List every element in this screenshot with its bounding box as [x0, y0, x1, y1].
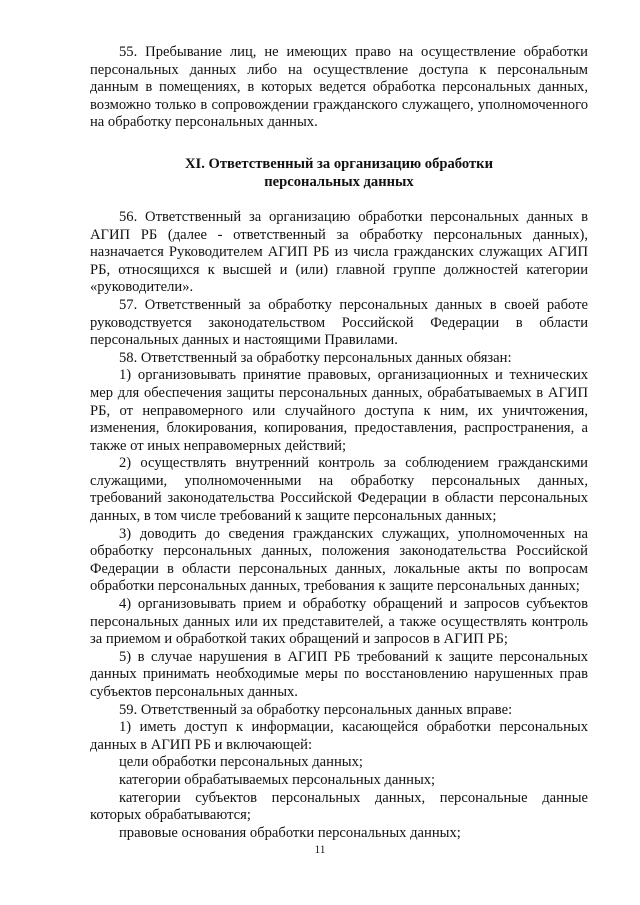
- section-heading: [90, 155, 588, 191]
- list-item: категории субъектов персональных данных, персональные данные которых обрабатываются;: [90, 789, 588, 824]
- paragraph-58-item-3: 3) доводить до сведения гражданских служащих, уполномоченных на обработку персональных данных, положения законодательства Российской Федерации в области персональных данных, локальные акты по вопросам обработки персональных данных, требования к защите персональных данных;: [90, 525, 588, 595]
- paragraph-58-item-1: 1) организовывать принятие правовых, организационных и технических мер для обеспечения защиты персональных данных, обрабатываемых в АГИП РБ, от неправомерного или случайного доступа к ним, их уничтожения, изменения, блокирования, копирования, предоставления, распространения, а также от иных неправомерных действий;: [90, 367, 588, 454]
- paragraph-58-item-2: 2) осуществлять внутренний контроль за соблюдением гражданскими служащими, уполномоченными на обработку персональных данных, требований законодательства Российской Федерации в области персональных данных, в том числе требований к защите персональных данных;: [90, 455, 588, 525]
- paragraph-55: 55. Пребывание лиц, не имеющих право на осуществление обработки персональных данных либо на осуществление доступа к персональным данным в помещениях, в которых ведется обработка персональных данных, возможно только в сопровождении гражданского служащего, уполномоченного на обработку персональных данных.: [90, 44, 588, 131]
- list-item: правовые основания обработки персональных данных;: [119, 824, 461, 841]
- page-number: 11: [314, 844, 326, 856]
- section-heading-line-1: XI. Ответственный за организацию обработки: [185, 155, 493, 172]
- list-item: категории обрабатываемых персональных данных;: [119, 771, 436, 788]
- paragraph-58: 58. Ответственный за обработку персональных данных обязан:: [119, 349, 512, 366]
- list-item: цели обработки персональных данных;: [119, 754, 363, 771]
- paragraph-56: 56. Ответственный за организацию обработки персональных данных в АГИП РБ (далее - ответственный за обработку персональных данных), назначается Руководителем АГИП РБ из числа гражданских служащих АГИП РБ, относящихся к высшей и (или) главной группе должностей категории «руководители».: [90, 208, 588, 296]
- document-page: [90, 44, 588, 842]
- paragraph-59-item-1: 1) иметь доступ к информации, касающейся обработки персональных данных в АГИП РБ и включающей:: [90, 719, 588, 753]
- paragraph-59: 59. Ответственный за обработку персональных данных вправе:: [119, 701, 513, 718]
- paragraph-58-item-5: 5) в случае нарушения в АГИП РБ требований к защите персональных данных принимать необходимые меры по восстановлению нарушенных прав субъектов персональных данных.: [90, 648, 588, 700]
- paragraph-58-item-4: 4) организовывать прием и обработку обращений и запросов субъектов персональных данных или их представителей, а также осуществлять контроль за приемом и обработкой таких обращений и запросов в АГИП РБ;: [90, 596, 588, 648]
- section-heading-line-2: персональных данных: [264, 173, 414, 190]
- paragraph-57: 57. Ответственный за обработку персональных данных в своей работе руководствуется законодательством Российской Федерации в области персональных данных и настоящими Правилами.: [90, 296, 588, 349]
